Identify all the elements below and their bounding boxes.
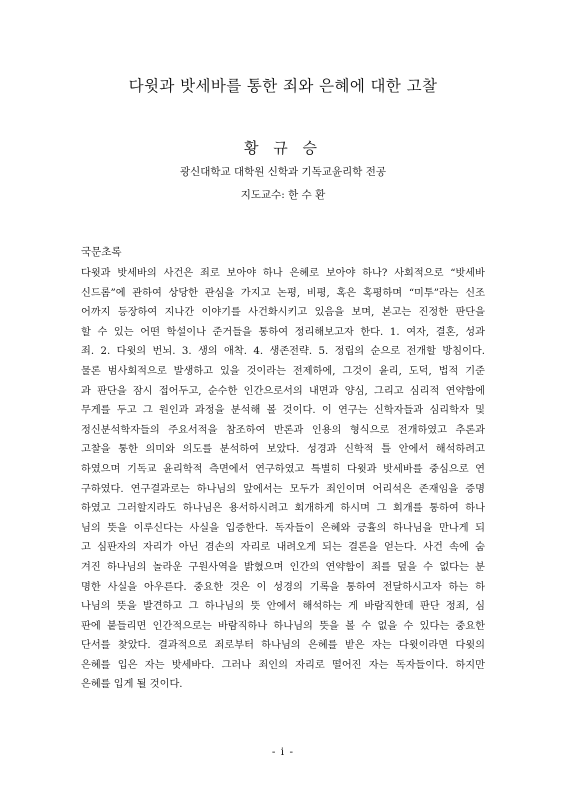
abstract-line: 죄. 2. 다윗의 번뇌. 3. 생의 애착. 4. 생존전략. 5. 정립의 순으로 전개할 방침이다. [81,346,485,358]
abstract-line: 고찰을 통한 의미와 의도를 분석하여 보았다. 성경과 신학적 틀 안에서 해석하려고 [81,444,485,456]
abstract-line: 물론 범사회적으로 발생하고 있을 것이라는 전제하에, 그것이 윤리, 도덕, 법적 기준 [81,365,485,377]
abstract-line: 단서를 찾았다. 결과적으로 죄로부터 하나님의 은혜를 받은 자는 다윗이라면 다윗의 [81,640,485,652]
abstract-line: 겨진 하나님의 놀라운 구원사역을 밝혔으며 인간의 연약함이 죄를 덮을 수 없다는 분 [81,561,485,573]
abstract-line: 할 수 있는 어떤 학설이나 준거들을 통하여 정리해보고자 한다. 1. 여자, 결혼, 성과 [81,326,485,338]
abstract-line: 하였고 그러할지라도 하나님은 용서하시려고 회개하게 하시며 그 회개를 통하여 하나 [81,503,485,515]
abstract-body [81,264,485,695]
author-name: 황 규 승 [243,139,322,157]
paper-title: 다윗과 밧세바를 통한 죄와 은혜에 대한 고찰 [128,77,438,95]
abstract-line: 고 심판자의 자리가 아닌 겸손의 자리로 내려오게 되는 결론을 얻는다. 사건 속에 숨 [81,542,485,554]
abstract-line: 은혜를 입게 될 것이다. [81,679,183,691]
author-affiliation: 광신대학교 대학원 신학과 기독교윤리학 전공 [179,166,387,178]
abstract-line: 판에 붙들리면 인간적으로는 바람직하나 하나님의 뜻을 볼 수 없을 수 있다는 중요한 [81,620,485,632]
abstract-line: 하였으며 기독교 윤리학적 측면에서 연구하였고 특별히 다윗과 밧세바를 중심으로 연 [81,463,485,475]
abstract-line: 정신분석학자들의 주요서적을 참조하여 반론과 인용의 형식으로 전개하였고 추론과 [81,424,485,436]
abstract-line: 어까지 등장하여 지나간 이야기를 사건화시키고 있음을 보며, 본고는 진정한 판단을 [81,307,485,319]
abstract-line: 신드롬”에 관하여 상당한 관심을 가지고 논평, 비평, 혹은 혹평하며 “미투”라는 신조 [81,287,485,299]
page-number: - i - [271,746,295,758]
abstract-line: 과 판단을 잠시 접어두고, 순수한 인간으로서의 내면과 양심, 그리고 심리적 연약함에 [81,385,485,397]
abstract-heading: 국문초록 [81,246,122,258]
abstract-line: 명한 사실을 아우른다. 중요한 것은 이 성경의 기록을 통하여 전달하시고자 하는 하 [81,581,485,593]
abstract-line: 나님의 뜻을 발견하고 그 하나님의 뜻 안에서 해석하는 게 바람직한데 판단 정죄, 심 [81,601,485,613]
abstract-line: 은혜를 입은 자는 밧세바다. 그러나 죄인의 자리로 떨어진 자는 독자들이다. 하지만 [81,659,485,671]
abstract-line: 무게를 두고 그 원인과 과정을 분석해 볼 것이다. 이 연구는 신학자들과 심리학자 및 [81,405,485,417]
abstract-line: 님의 뜻을 이루신다는 사실을 입증한다. 독자들이 은혜와 긍휼의 하나님을 만나게 되 [81,522,485,534]
abstract-line: 구하였다. 연구결과로는 하나님의 앞에서는 모두가 죄인이며 어리석은 존재임을 증명 [81,483,485,495]
advisor-line: 지도교수: 한 수 환 [240,189,326,201]
abstract-line: 다윗과 밧세바의 사건은 죄로 보아야 하나 은혜로 보아야 하나? 사회적으로 “밧세바 [81,268,485,279]
